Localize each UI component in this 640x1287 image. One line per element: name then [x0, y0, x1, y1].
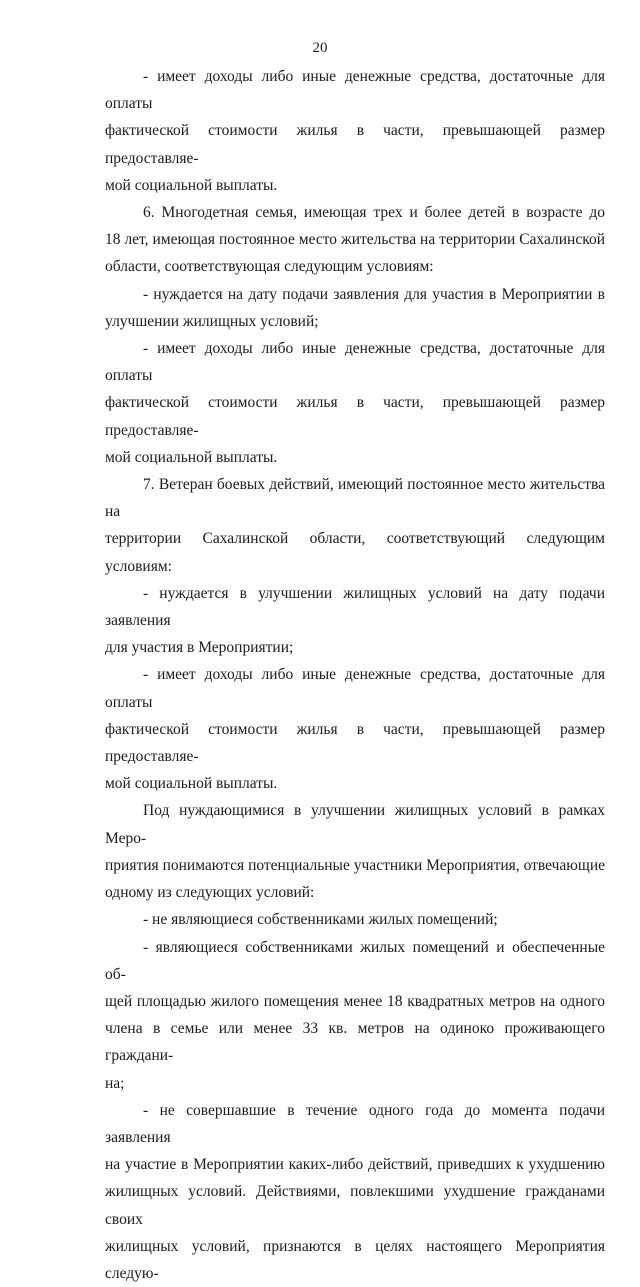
page-number: 20 — [312, 40, 328, 56]
text-line: жилищных условий. Действиями, повлекшими ухудшение гражданами своих — [105, 1183, 605, 1228]
paragraph-income-condition-2 — [105, 335, 605, 471]
text-line: на участие в Мероприятии каких-либо действий, приведших к ухудшению — [105, 1156, 605, 1174]
text-line: области, соответствующая следующим условиям: — [105, 258, 434, 276]
paragraph-not-owners — [105, 906, 605, 933]
text-line: одному из следующих условий: — [105, 884, 315, 902]
text-line: фактической стоимости жилья в части, превышающей размер предоставляе- — [105, 720, 605, 766]
text-line: мой социальной выплаты. — [105, 775, 278, 793]
text-line: - имеет доходы либо иные денежные средства, достаточные для оплаты — [105, 666, 605, 711]
text-line: мой социальной выплаты. — [105, 448, 278, 466]
text-line: на; — [105, 1074, 125, 1092]
paragraph-income-condition-1 — [105, 63, 605, 199]
text-line: - нуждается в улучшении жилищных условий на дату подачи заявления — [105, 584, 605, 630]
document-body — [105, 63, 605, 1287]
text-line: 18 лет, имеющая постоянное место жительства на территории Сахалинской — [105, 231, 605, 249]
text-line: - нуждается на дату подачи заявления для участия в Мероприятии в — [143, 285, 605, 303]
text-line: для участия в Мероприятии; — [105, 639, 294, 657]
text-line: Под нуждающимися в улучшении жилищных условий в рамках Меро- — [105, 802, 605, 847]
text-line: территории Сахалинской области, соответствующий следующим условиям: — [105, 530, 605, 575]
paragraph-housing-need-2 — [105, 580, 605, 662]
text-line: улучшении жилищных условий; — [105, 312, 319, 330]
paragraph-no-worsening — [105, 1097, 605, 1287]
paragraph-item-6 — [105, 199, 605, 281]
text-line: 6. Многодетная семья, имеющая трех и более детей в возрасте до — [143, 204, 605, 222]
text-line: жилищных условий, признаются в целях настоящего Мероприятия следую- — [105, 1237, 605, 1282]
paragraph-owners-area — [105, 934, 605, 1097]
text-line: 7. Ветеран боевых действий, имеющий постоянное место жительства на — [105, 476, 605, 521]
text-line: - имеет доходы либо иные денежные средства, достаточные для оплаты — [105, 340, 605, 385]
text-line: щей площадью жилого помещения менее 18 квадратных метров на одного — [105, 992, 605, 1010]
text-line: фактической стоимости жилья в части, превышающей размер предоставляе- — [105, 394, 605, 439]
text-line: - являющиеся собственниками жилых помещений и обеспеченные об- — [105, 938, 605, 983]
paragraph-housing-need-1 — [105, 281, 605, 335]
text-line: - не являющиеся собственниками жилых помещений; — [143, 911, 498, 929]
text-line: - не совершавшие в течение одного года до момента подачи заявления — [105, 1101, 605, 1146]
text-line: члена в семье или менее 33 кв. метров на одиноко проживающего граждани- — [105, 1020, 605, 1065]
text-line: фактической стоимости жилья в части, превышающей размер предоставляе- — [105, 122, 605, 167]
paragraph-income-condition-3 — [105, 661, 605, 797]
paragraph-item-7 — [105, 471, 605, 580]
text-line: мой социальной выплаты. — [105, 176, 278, 194]
paragraph-definition — [105, 797, 605, 906]
text-line: приятия понимаются потенциальные участники Мероприятия, отвечающие — [105, 856, 605, 874]
text-line: - имеет доходы либо иные денежные средства, достаточные для оплаты — [105, 68, 605, 113]
